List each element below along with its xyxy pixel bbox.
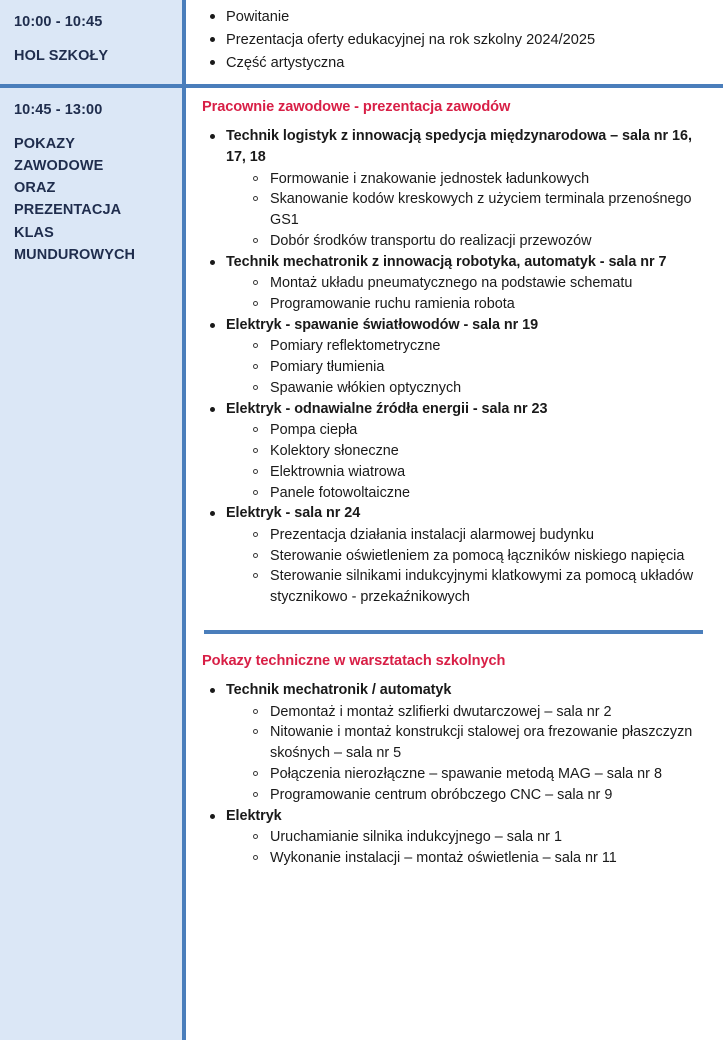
sub-list-item: Elektrownia wiatrowa xyxy=(250,462,709,483)
section-heading: Pracownie zawodowe - prezentacja zawodów xyxy=(202,99,511,115)
item-label: Elektryk xyxy=(226,806,709,827)
item-label: Elektryk - spawanie światłowodów - sala nr 19 xyxy=(226,315,709,336)
list-item: Część artystyczna xyxy=(202,52,709,75)
sub-list-item: Programowanie centrum obróbczego CNC – sala nr 9 xyxy=(250,785,709,806)
sub-list-item: Sterowanie silnikami indukcyjnymi klatkowymi za pomocą układów stycznikowo - przekaźnikowych xyxy=(250,566,709,608)
list-item xyxy=(202,315,709,399)
list-item xyxy=(202,252,709,315)
sub-list-item: Pompa ciepła xyxy=(250,420,709,441)
item-label: Elektryk - odnawialne źródła energii - sala nr 23 xyxy=(226,399,709,420)
sub-list-item: Spawanie włókien optycznych xyxy=(250,378,709,399)
section-pracownie-zawodowe xyxy=(202,98,709,608)
content-cell-2 xyxy=(186,88,723,1040)
sub-list-item: Sterowanie oświetleniem za pomocą łączników niskiego napięcia xyxy=(250,546,709,567)
sub-list xyxy=(226,273,709,315)
intro-bullet-list xyxy=(202,6,709,74)
list-item xyxy=(202,806,709,869)
sub-list-item: Prezentacja działania instalacji alarmowej budynku xyxy=(250,525,709,546)
time-place-2 xyxy=(14,133,170,265)
sub-list xyxy=(226,169,709,253)
list-item: Powitanie xyxy=(202,6,709,29)
list-item xyxy=(202,126,709,252)
sub-list xyxy=(226,525,709,609)
list-item: Prezentacja oferty edukacyjnej na rok szkolny 2024/2025 xyxy=(202,29,709,52)
time-cell-2 xyxy=(0,88,186,1040)
sub-list-item: Programowanie ruchu ramienia robota xyxy=(250,294,709,315)
time-place-line: ZAWODOWE xyxy=(14,158,104,175)
time-place-line: HOL SZKOŁY xyxy=(14,48,109,65)
list-item xyxy=(202,399,709,504)
sub-list-item: Montaż układu pneumatycznego na podstawie schematu xyxy=(250,273,709,294)
time-range-1: 10:00 - 10:45 xyxy=(14,14,103,30)
profession-list xyxy=(202,126,709,608)
time-place-line: KLAS xyxy=(14,224,54,241)
section-pokazy-techniczne xyxy=(202,652,709,869)
time-place-line: POKAZY xyxy=(14,136,76,153)
time-place-1 xyxy=(14,45,170,67)
sub-list-item: Panele fotowoltaiczne xyxy=(250,483,709,504)
sub-list-item: Skanowanie kodów kreskowych z użyciem terminala przenośnego GS1 xyxy=(250,189,709,231)
time-place-line: MUNDUROWYCH xyxy=(14,246,136,263)
item-label: Elektryk - sala nr 24 xyxy=(226,503,709,524)
section-heading: Pokazy techniczne w warsztatach szkolnych xyxy=(202,653,506,670)
sub-list-item: Nitowanie i montaż konstrukcji stalowej ora frezowanie płaszczyzn skośnych – sala nr 5 xyxy=(250,722,709,764)
sub-list-item: Demontaż i montaż szlifierki dwutarczowej – sala nr 2 xyxy=(250,702,709,723)
schedule-row-1 xyxy=(0,0,723,88)
sub-list-item: Dobór środków transportu do realizacji przewozów xyxy=(250,231,709,252)
schedule-row-2 xyxy=(0,88,723,1040)
sub-list xyxy=(226,702,709,806)
sub-list-item: Pomiary tłumienia xyxy=(250,357,709,378)
workshop-list xyxy=(202,680,709,868)
sub-list-item: Pomiary reflektometryczne xyxy=(250,336,709,357)
time-place-line: ORAZ xyxy=(14,180,56,197)
list-item xyxy=(202,503,709,608)
time-range-2: 10:45 - 13:00 xyxy=(14,102,103,118)
item-label: Technik mechatronik / automatyk xyxy=(226,680,709,701)
sub-list-item: Połączenia nierozłączne – spawanie metodą MAG – sala nr 8 xyxy=(250,764,709,785)
sub-list xyxy=(226,336,709,399)
sub-list-item: Kolektory słoneczne xyxy=(250,441,709,462)
sub-list-item: Formowanie i znakowanie jednostek ładunkowych xyxy=(250,169,709,190)
list-item xyxy=(202,680,709,806)
sub-list-item: Wykonanie instalacji – montaż oświetlenia – sala nr 11 xyxy=(250,848,709,869)
sub-list-item: Uruchamianie silnika indukcyjnego – sala nr 1 xyxy=(250,827,709,848)
content-cell-1 xyxy=(186,0,723,84)
time-place-line: PREZENTACJA xyxy=(14,202,122,219)
item-label: Technik mechatronik z innowacją robotyka, automatyk - sala nr 7 xyxy=(226,252,709,273)
item-label: Technik logistyk z innowacją spedycja międzynarodowa – sala nr 16, 17, 18 xyxy=(226,126,709,168)
section-divider xyxy=(204,630,703,634)
sub-list xyxy=(226,827,709,869)
time-cell-1 xyxy=(0,0,186,84)
sub-list xyxy=(226,420,709,504)
